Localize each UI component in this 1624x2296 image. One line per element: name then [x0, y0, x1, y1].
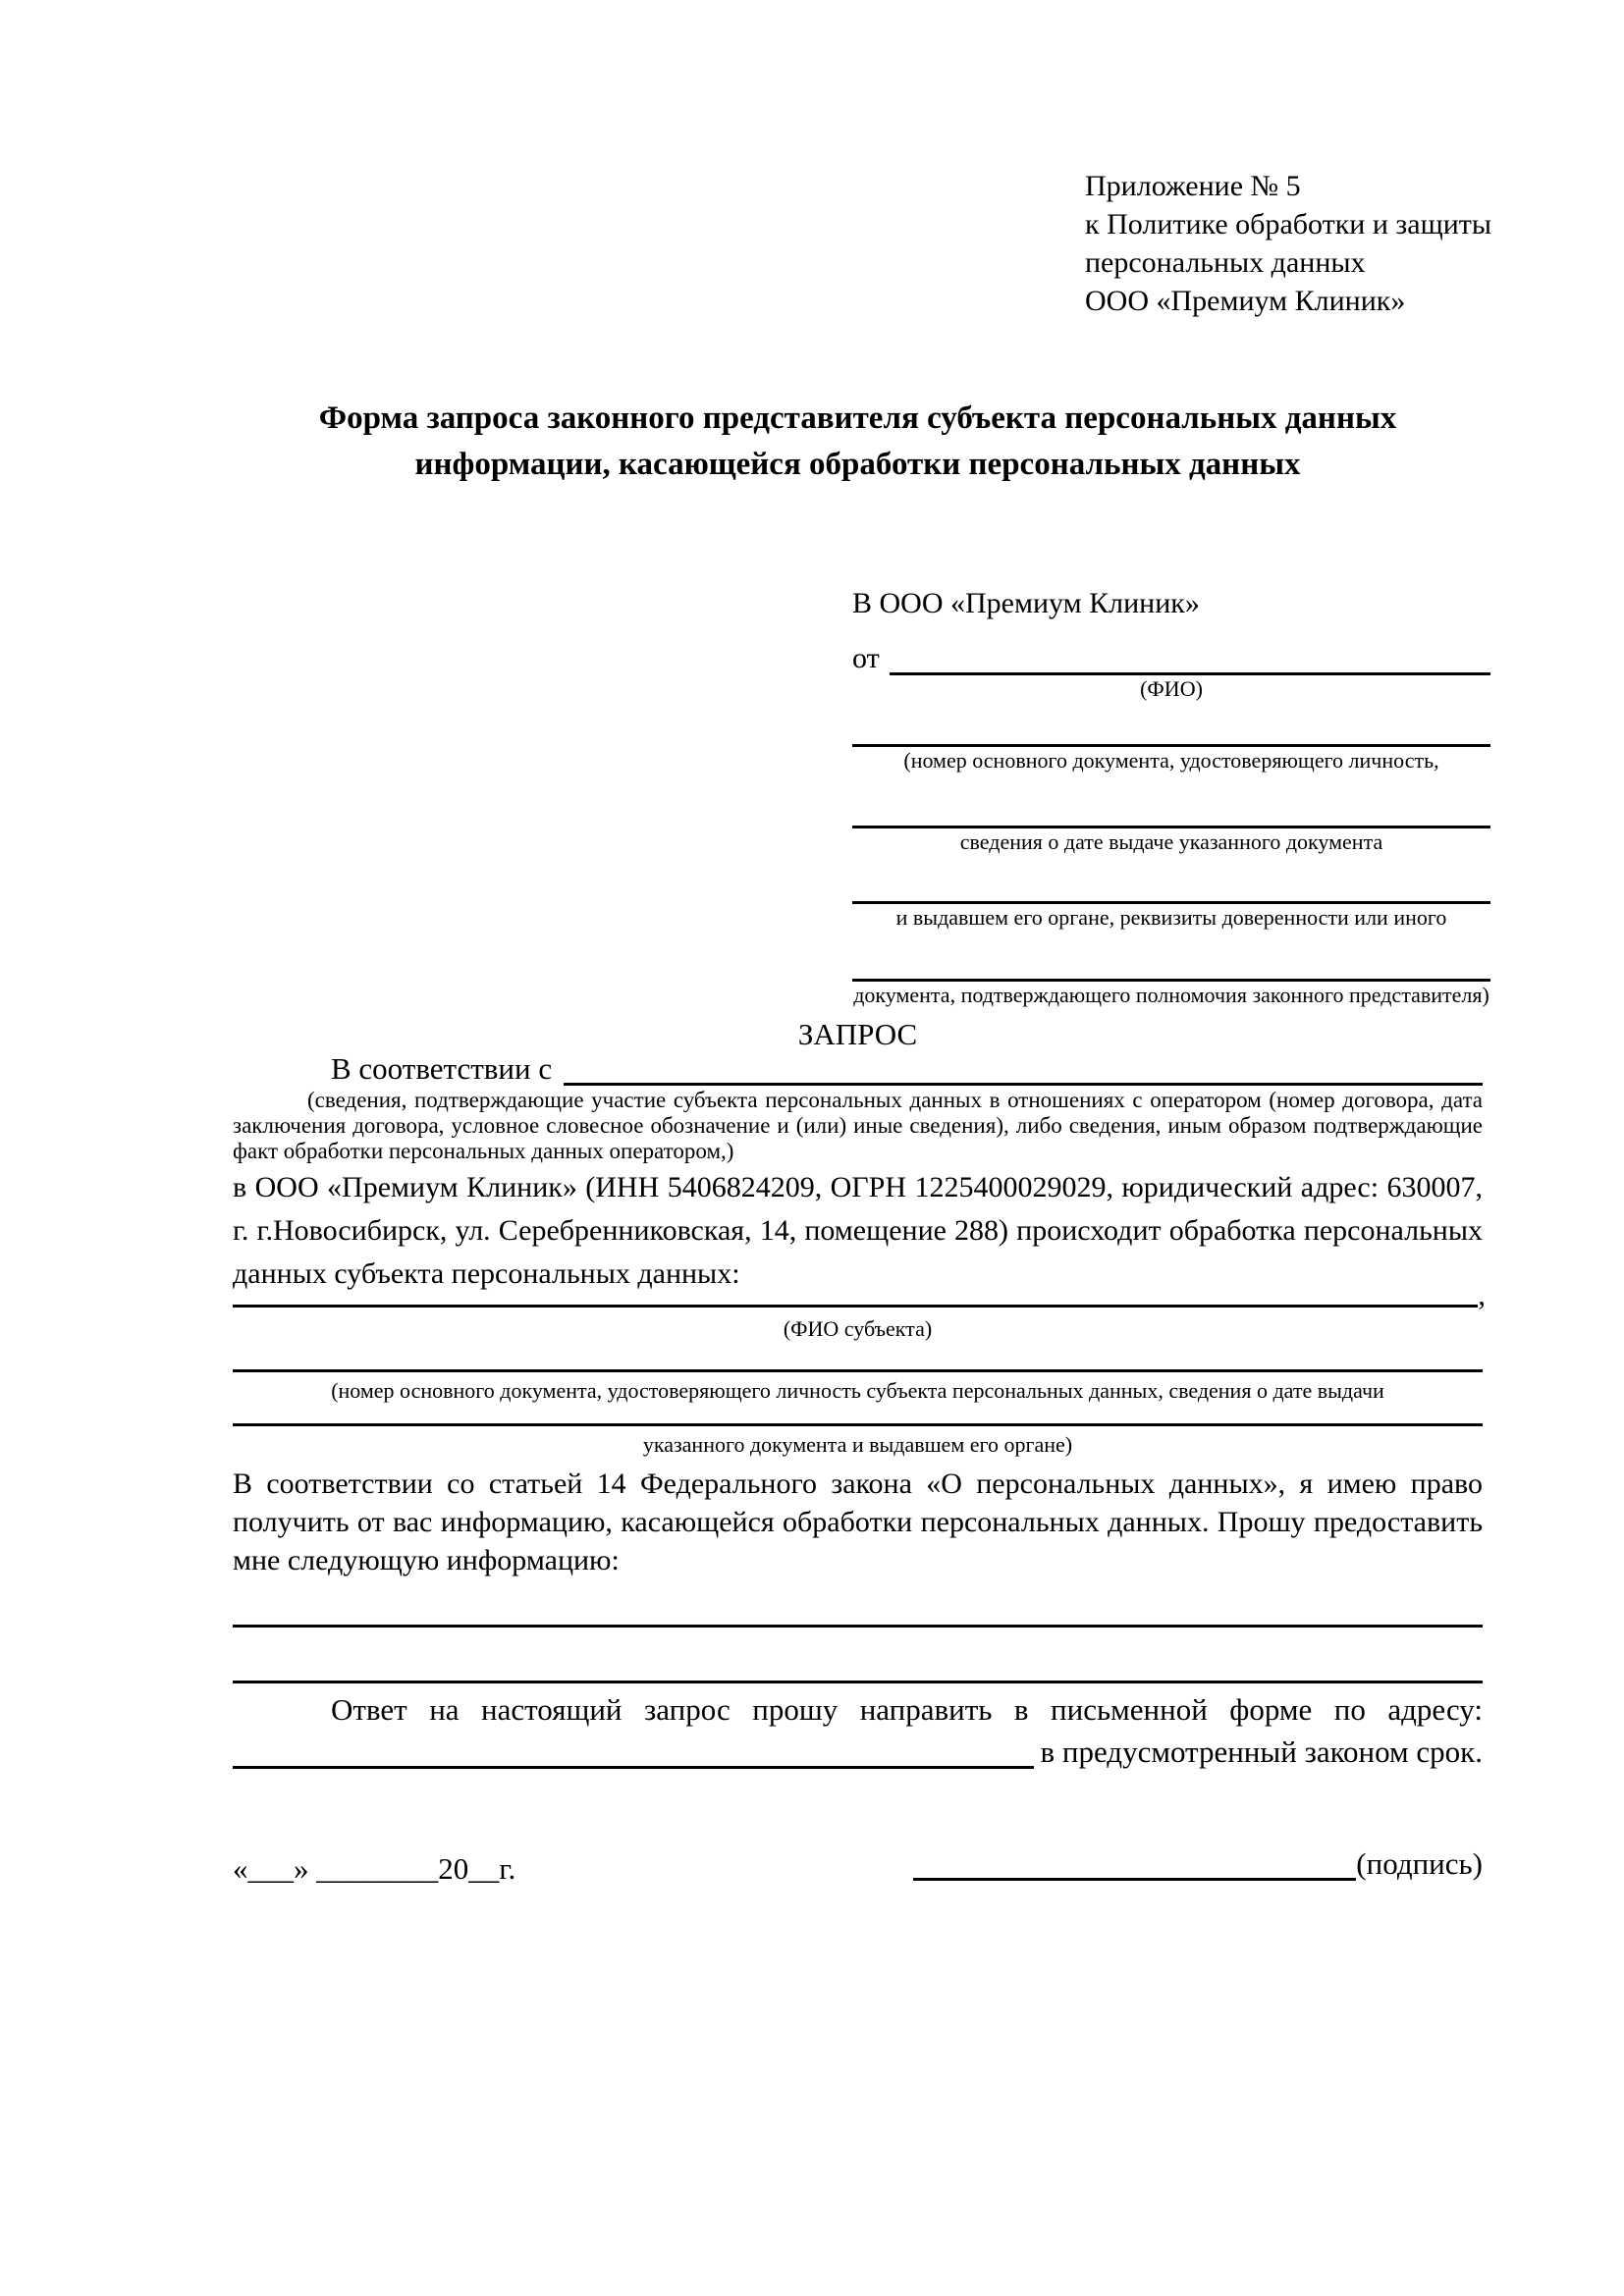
response-address-row — [233, 1732, 1483, 1769]
appendix-block — [1085, 167, 1491, 320]
subject-doc-blank-line-2 — [233, 1394, 1483, 1426]
response-address-blank-line — [233, 1766, 1034, 1769]
lead-row — [233, 1048, 1483, 1086]
trailing-comma: , — [1478, 1277, 1486, 1311]
form-title-line-1: Форма запроса законного представителя субъекта персональных данных — [318, 400, 1397, 436]
lead-blank-line — [564, 1083, 1483, 1086]
appendix-line-1: Приложение № 5 — [1085, 170, 1301, 202]
from-row — [852, 632, 1490, 675]
representative-doc-blank-line-4 — [852, 951, 1490, 982]
response-tail: в предусмотренный законом срок. — [1040, 1735, 1483, 1769]
signature-row — [913, 1845, 1483, 1881]
subject-fio-blank-line — [233, 1305, 1478, 1308]
request-heading: ЗАПРОС — [797, 1017, 918, 1051]
subject-fio-caption: (ФИО субъекта) — [783, 1316, 933, 1341]
form-title — [233, 396, 1483, 488]
representative-doc-caption-1: (номер основного документа, удостоверяющего личность, — [903, 748, 1439, 773]
signature-caption: (подпись) — [1356, 1846, 1483, 1881]
appendix-line-4: ООО «Премиум Клиник» — [1085, 285, 1406, 317]
addressee-org: В ООО «Премиум Клиник» — [852, 587, 1200, 619]
information-blank-line-1 — [233, 1595, 1483, 1628]
lead-label: В соответствии с — [331, 1051, 553, 1086]
operator-paragraph: в ООО «Премиум Клиник» (ИНН 5406824209, ОГРН 1225400029029, юридический адрес: 630007, г. г.Новосибирск, ул. Серебренниковская, 14, помещение 288) происходит обработка персональных данных субъекта персональных данных: — [233, 1171, 1483, 1290]
from-label: от — [852, 642, 880, 674]
information-blank-line-2 — [233, 1651, 1483, 1683]
subject-fio-row — [233, 1277, 1486, 1311]
fio-caption: (ФИО) — [1140, 676, 1203, 701]
subject-doc-blank-line-1 — [233, 1340, 1483, 1372]
representative-doc-caption-2: сведения о дате выдаче указанного документа — [959, 829, 1383, 854]
representative-doc-blank-line-2 — [852, 798, 1490, 828]
appendix-line-3: персональных данных — [1085, 246, 1366, 279]
subject-doc-caption-1: (номер основного документа, удостоверяющего личность субъекта персональных данных, сведения о дате выдачи — [331, 1378, 1384, 1403]
representative-doc-caption-4: документа, подтверждающего полномочия законного представителя) — [853, 983, 1489, 1007]
representative-doc-caption-3: и выдавшем его органе, реквизиты доверенности или иного — [895, 905, 1447, 930]
representative-doc-blank-line-3 — [852, 874, 1490, 904]
subject-doc-caption-2: указанного документа и выдавшем его органе) — [642, 1432, 1073, 1457]
form-title-line-2: информации, касающейся обработки персональных данных — [414, 447, 1301, 482]
appendix-line-2: к Политике обработки и защиты — [1085, 208, 1492, 240]
date-field: «___» ________20__г. — [233, 1851, 516, 1886]
lead-note: (сведения, подтверждающие участие субъекта персональных данных в отношениях с оператором (номер договора, дата заключения договора, условное словесное обозначение и (или) иные сведения), либо сведения, иным образом подтверждающие факт обработки персональных данных оператором,) — [233, 1088, 1483, 1163]
addressee-block — [852, 587, 1490, 1009]
response-paragraph: Ответ на настоящий запрос прошу направить в письменной форме по адресу: — [331, 1692, 1483, 1727]
law-paragraph: В соответствии со статьей 14 Федерального закона «О персональных данных», я имею право получить от вас информацию, касающейся обработки персональных данных. Прошу предоставить мне следующую информацию: — [233, 1468, 1483, 1576]
signature-blank-line — [913, 1878, 1356, 1881]
representative-doc-blank-line-1 — [852, 717, 1490, 747]
